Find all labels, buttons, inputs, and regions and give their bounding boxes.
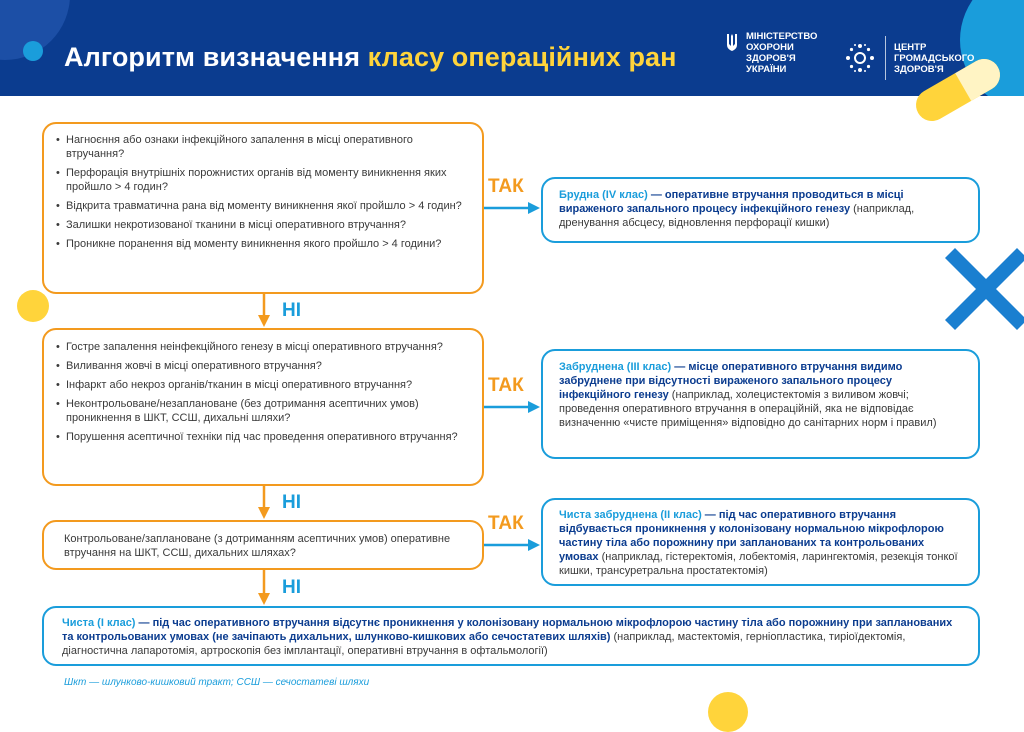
question-box-3 bbox=[42, 520, 484, 570]
result-text-clean: Чиста (I клас) — під час оперативного втручання відсутнє проникнення у колонізовану нормальною мікрофлорою частину тіла або порожнину при запланованих та контрольованих умовах (не зачіпають дихальних, шлунково-кишкових або сечостатевих шляхів) (наприклад, мастектомія, герніопластика, тиріоїдектомія, діагностична лапаротомія, артроскопія без імплантації, оперативні втручання в офтальмології) bbox=[62, 617, 953, 657]
no-label-2: НІ bbox=[282, 492, 301, 513]
ministry-line-4: УКРАЇНИ bbox=[746, 64, 787, 75]
result-text-contaminated: Забруднена (III клас) — місце оперативного втручання видимо забруднене при відсутності вираженого запального процесу інфекційного генезу (наприклад, холецистектомія з виливом жовчі; проведення оперативного втручання в операційній, яка не відповідає визначенню «чисте приміщення» відповідно до санітарних норм і правил) bbox=[559, 361, 937, 429]
ministry-line-3: ЗДОРОВ'Я bbox=[746, 53, 796, 64]
no-label-1: НІ bbox=[282, 300, 301, 321]
question-item: • Нагноєння або ознаки інфекційного запалення в місці оперативного втручання? bbox=[56, 133, 470, 161]
result-text-clean-contaminated: Чиста забруднена (II клас) — під час оперативного втручання відбувається проникнення у колонізовану нормальною мікрофлорою частину тіла або порожнину при запланованих та контрольованих умовах (наприклад, гістеректомія, лобектомія, ларингектомія, резекція тонкої кишки, трансуретральна простатектомія) bbox=[559, 509, 958, 577]
question-item: • Інфаркт або некроз органів/тканин в місці оперативного втручання? bbox=[56, 378, 470, 392]
ministry-line-2: ОХОРОНИ bbox=[746, 42, 794, 53]
question-item: • Виливання жовчі в місці оперативного втручання? bbox=[56, 359, 470, 373]
question-item: • Гостре запалення неінфекційного генезу в місці оперативного втручання? bbox=[56, 340, 470, 354]
question-list-2 bbox=[56, 340, 470, 444]
question-item: Контрольоване/заплановане (з дотриманням асептичних умов) оперативне втручання на ШКТ, ССШ, дихальних шляхах? bbox=[64, 533, 451, 559]
yes-label-2: ТАК bbox=[488, 375, 524, 396]
result-box-clean bbox=[42, 606, 980, 666]
result-text-dirty: Брудна (IV клас) — оперативне втручання проводиться в місці вираженого запального процесу інфекційного генезу (наприклад, дренування абсцесу, відновлення перфорації кишки) bbox=[559, 189, 915, 229]
phc-line-1: ЦЕНТР bbox=[894, 41, 927, 53]
question-box-2 bbox=[42, 328, 484, 486]
question-item: • Порушення асептичної техніки під час проведення оперативного втручання? bbox=[56, 430, 470, 444]
question-item: • Перфорація внутрішніх порожнистих органів від моменту виникнення яких пройшло > 4 годин? bbox=[56, 166, 470, 194]
question-item: • Неконтрольоване/незаплановане (без дотримання асептичних умов) проникнення в ШКТ, ССШ, дихальні шляхи? bbox=[56, 397, 470, 425]
yes-label-1: ТАК bbox=[488, 176, 524, 197]
phc-line-2: ГРОМАДСЬКОГО bbox=[894, 52, 975, 64]
result-box-contaminated bbox=[541, 349, 980, 459]
question-item: • Відкрита травматична рана від моменту виникнення якої пройшло > 4 годин? bbox=[56, 199, 470, 213]
yes-label-3: ТАК bbox=[488, 513, 524, 534]
ministry-line-1: МІНІСТЕРСТВО bbox=[746, 31, 818, 42]
footnote: Шкт — шлунково-кишковий тракт; ССШ — сечостатеві шляхи bbox=[64, 677, 370, 688]
result-box-clean-contaminated bbox=[541, 498, 980, 586]
phc-line-3: ЗДОРОВ'Я bbox=[894, 63, 944, 75]
page-title: Алгоритм визначення класу операційних ран bbox=[64, 42, 677, 72]
question-list-1 bbox=[56, 133, 470, 251]
question-box-1 bbox=[42, 122, 484, 294]
question-item: • Проникне поранення від моменту виникнення якого пройшло > 4 години? bbox=[56, 237, 470, 251]
question-item: • Залишки некротизованої тканини в місці оперативного втручання? bbox=[56, 218, 470, 232]
result-box-dirty bbox=[541, 177, 980, 243]
no-label-3: НІ bbox=[282, 577, 301, 598]
